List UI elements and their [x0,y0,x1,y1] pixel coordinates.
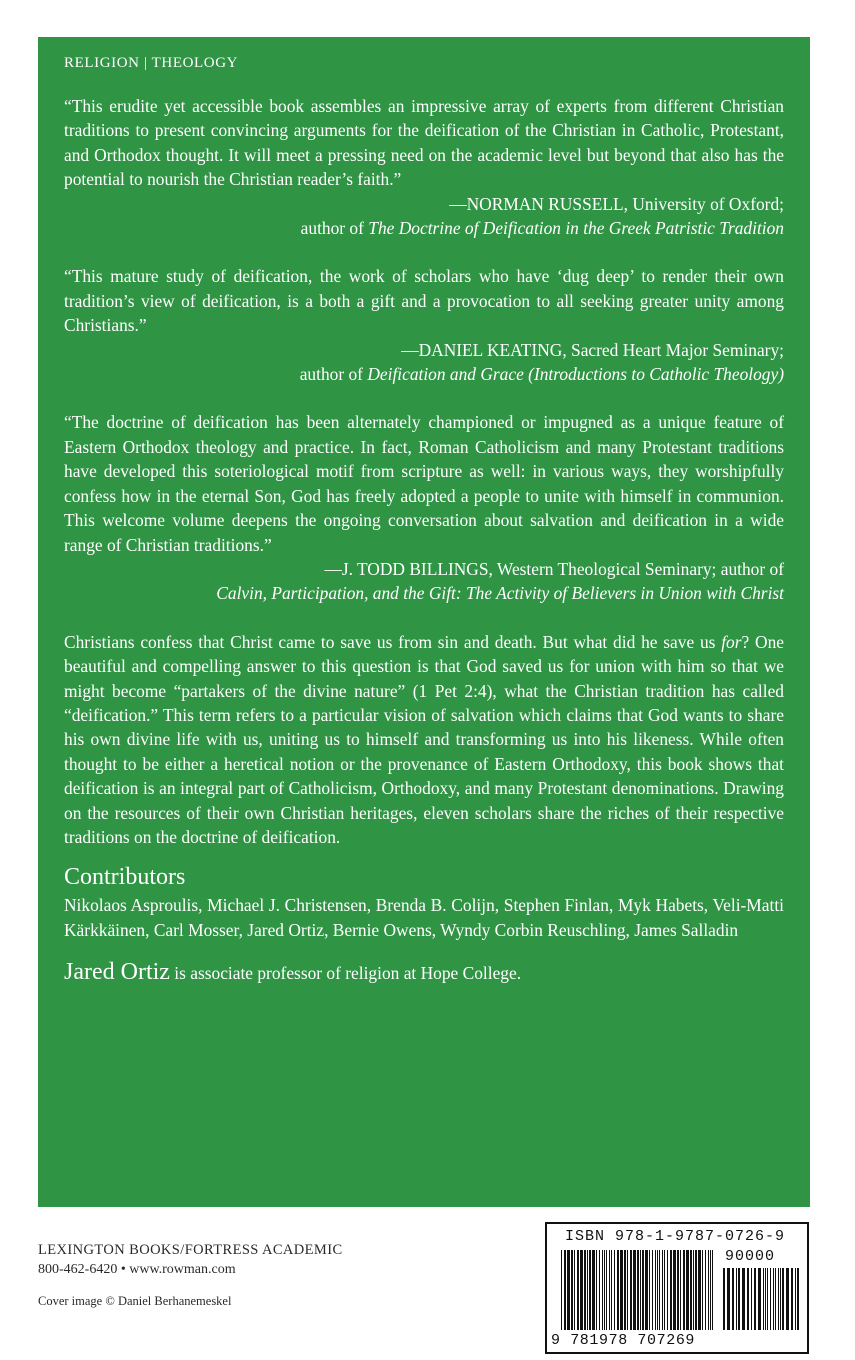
barcode-bar [640,1250,641,1330]
barcode-bar [695,1250,697,1330]
barcode-bar [683,1250,685,1330]
author-of-prefix: author of [300,218,369,239]
description-text: Christians confess that Christ came to save us from sin and death. But what did he save us [64,631,722,652]
publisher-footer [38,1240,343,1310]
barcode-addon-bar [780,1268,781,1330]
barcode-bar [624,1250,626,1330]
quote-attribution: —NORMAN RUSSELL, University of Oxford; [449,193,784,214]
barcode-addon-bar [775,1268,776,1330]
barcode-addon-bar [736,1268,737,1330]
quote-attribution: —DANIEL KEATING, Sacred Heart Major Seminary; [401,339,784,360]
publisher-contact: 800-462-6420 • www.rowman.com [38,1262,236,1277]
cover-image-credit: Cover image © Daniel Berhanemeskel [38,1294,232,1308]
barcode-addon-bar [738,1268,740,1330]
barcode-bar [702,1250,703,1330]
editor-name: Jared Ortiz [64,959,170,986]
barcode-bar [617,1250,619,1330]
barcode-bar [611,1250,612,1330]
barcode-addon-bar [797,1268,799,1330]
barcode-addon-bar [758,1268,761,1330]
barcode-bar [708,1250,709,1330]
barcode-addon-bar [767,1268,768,1330]
barcode-bar [652,1250,653,1330]
barcode-bar [630,1250,632,1330]
isbn-number: ISBN 978-1-9787-0726-9 [565,1228,786,1245]
barcode-bar [690,1250,692,1330]
barcode-bar [620,1250,623,1330]
barcode-bar [627,1250,628,1330]
barcode-addon-bar [782,1268,784,1330]
book-title: Calvin, Participation, and the Gift: The Activity of Believers in Union with Christ [216,583,784,604]
quote-text: “The doctrine of deification has been alternately championed or impugned as a unique feature of Eastern Orthodox theology and practice. In fact, Roman Catholicism and many Protestant traditions have developed this soteriological motif from scripture as well: in various ways, they worshipfully confess how in the eternal Son, God has freely adopted a people to unite with himself in communion. This welcome volume deepens the ongoing conversation about salvation and deification in a wide range of Christian traditions.” [64,412,784,555]
isbn-barcode [545,1222,809,1354]
contributors-list: Nikolaos Asproulis, Michael J. Christensen, Brenda B. Colijn, Stephen Finlan, Myk Habets, Veli-Matti Kärkkäinen, Carl Mosser, Jared Ortiz, Bernie Owens, Wyndy Corbin Reuschling, James Salladin [64,895,784,940]
barcode-bar [698,1250,701,1330]
barcode-bar [673,1250,676,1330]
barcode-bar [657,1250,658,1330]
barcode-bar [659,1250,660,1330]
barcode-bar [577,1250,579,1330]
quote-author-work [64,581,784,605]
description-text-cont: ? One beautiful and compelling answer to this question is that God saved us for union with him so that we might become “partakers of the divine nature” (1 Pet 2:4), what the Christian tradition has called “deification.” This term refers to a particular vision of salvation which claims that God wants to share his own divine life with us, uniting us to himself and transforming us into his likeness. While often thought to be either a heretical notion or the provenance of Eastern Orthodoxy, this book shows that deification is an integral part of Catholicism, Orthodoxy, and many Protestant denominations. Drawing on the resources of their own Christian heritages, eleven scholars share the riches of their respective traditions on the doctrine of deification. [64,631,784,847]
barcode-bar [712,1250,713,1330]
barcode-bar [567,1250,570,1330]
barcode-bar [664,1250,665,1330]
description-emphasis: for [721,631,742,652]
editor-bio-text: is associate professor of religion at Hope College. [169,963,522,984]
barcode-addon-bar [751,1268,752,1330]
barcode-bar [606,1250,607,1330]
barcode-bar [614,1250,615,1330]
barcode-bar [705,1250,706,1330]
barcode-bar [686,1250,689,1330]
barcode-addon-bar [795,1268,796,1330]
barcode-addon-bar [727,1268,730,1330]
quote-attribution: —J. TODD BILLINGS, Western Theological Seminary; author of [324,558,784,579]
barcode-bar [592,1250,595,1330]
book-title: The Doctrine of Deification in the Greek Patristic Tradition [368,218,784,239]
author-of-prefix: author of [299,364,368,385]
contributors-heading: Contributors [64,864,186,891]
barcode-addon-bar [791,1268,793,1330]
barcode-bar [710,1250,711,1330]
barcode-bar [637,1250,639,1330]
barcode-addon-bar [747,1268,749,1330]
barcode-bar [677,1250,679,1330]
barcode-bar [642,1250,644,1330]
barcode-addon-bar [742,1268,745,1330]
barcode-bar [604,1250,605,1330]
barcode-bar [609,1250,610,1330]
ean-number: 9 781978 707269 [551,1332,696,1349]
barcode-addon-bar [732,1268,734,1330]
barcode-addon-bar [786,1268,789,1330]
barcode-bar [667,1250,668,1330]
barcode-bar [564,1250,566,1330]
barcode-bar [584,1250,586,1330]
quote-text: “This erudite yet accessible book assembles an impressive array of experts from different Christian traditions to present convincing arguments for the deification of the Christian in Catholic, Protestant, and Orthodox thought. It will meet a pressing need on the academic level but beyond that also has the potential to nourish the Christian reader’s faith.” [64,96,784,190]
quote-author-work [64,216,784,240]
barcode-bar [561,1250,562,1330]
barcode-bar [693,1250,694,1330]
barcode-bar [587,1250,588,1330]
quote-text: “This mature study of deification, the work of scholars who have ‘dug deep’ to render their own tradition’s view of deification, is a both a gift and a provocation to all seeking greater unity among Christians.” [64,266,784,336]
barcode-addon-bar [765,1268,766,1330]
barcode-bar [662,1250,663,1330]
barcode-bar [589,1250,591,1330]
endorsement-1 [64,94,784,240]
barcode-bar [599,1250,600,1330]
barcode-bar [571,1250,573,1330]
barcode-addon-bar [754,1268,756,1330]
quote-author-work [64,362,784,386]
barcode-bar [670,1250,672,1330]
category-label: RELIGION | THEOLOGY [64,55,239,71]
barcode-bar [574,1250,575,1330]
endorsement-2 [64,264,784,386]
barcode-bar [596,1250,597,1330]
endorsement-3 [64,410,784,605]
book-title: Deification and Grace (Introductions to Catholic Theology) [367,364,784,385]
barcode-bar [633,1250,636,1330]
price-code: 90000 [725,1248,776,1265]
barcode-bar [655,1250,656,1330]
barcode-addon-bar [723,1268,725,1330]
barcode-addon-bar [770,1268,771,1330]
editor-bio [64,958,784,987]
barcode-addon-bar [773,1268,774,1330]
barcode-bar [645,1250,648,1330]
barcode-bar [580,1250,583,1330]
barcode-addon-bar [763,1268,764,1330]
barcode-bar [602,1250,603,1330]
back-cover-panel [38,37,810,1207]
barcode-bar [680,1250,681,1330]
barcode-addon-bar [778,1268,779,1330]
book-description [64,630,784,850]
barcode-bar [649,1250,650,1330]
publisher-name: LEXINGTON BOOKS/FORTRESS ACADEMIC [38,1242,343,1258]
cover-content [64,55,784,987]
